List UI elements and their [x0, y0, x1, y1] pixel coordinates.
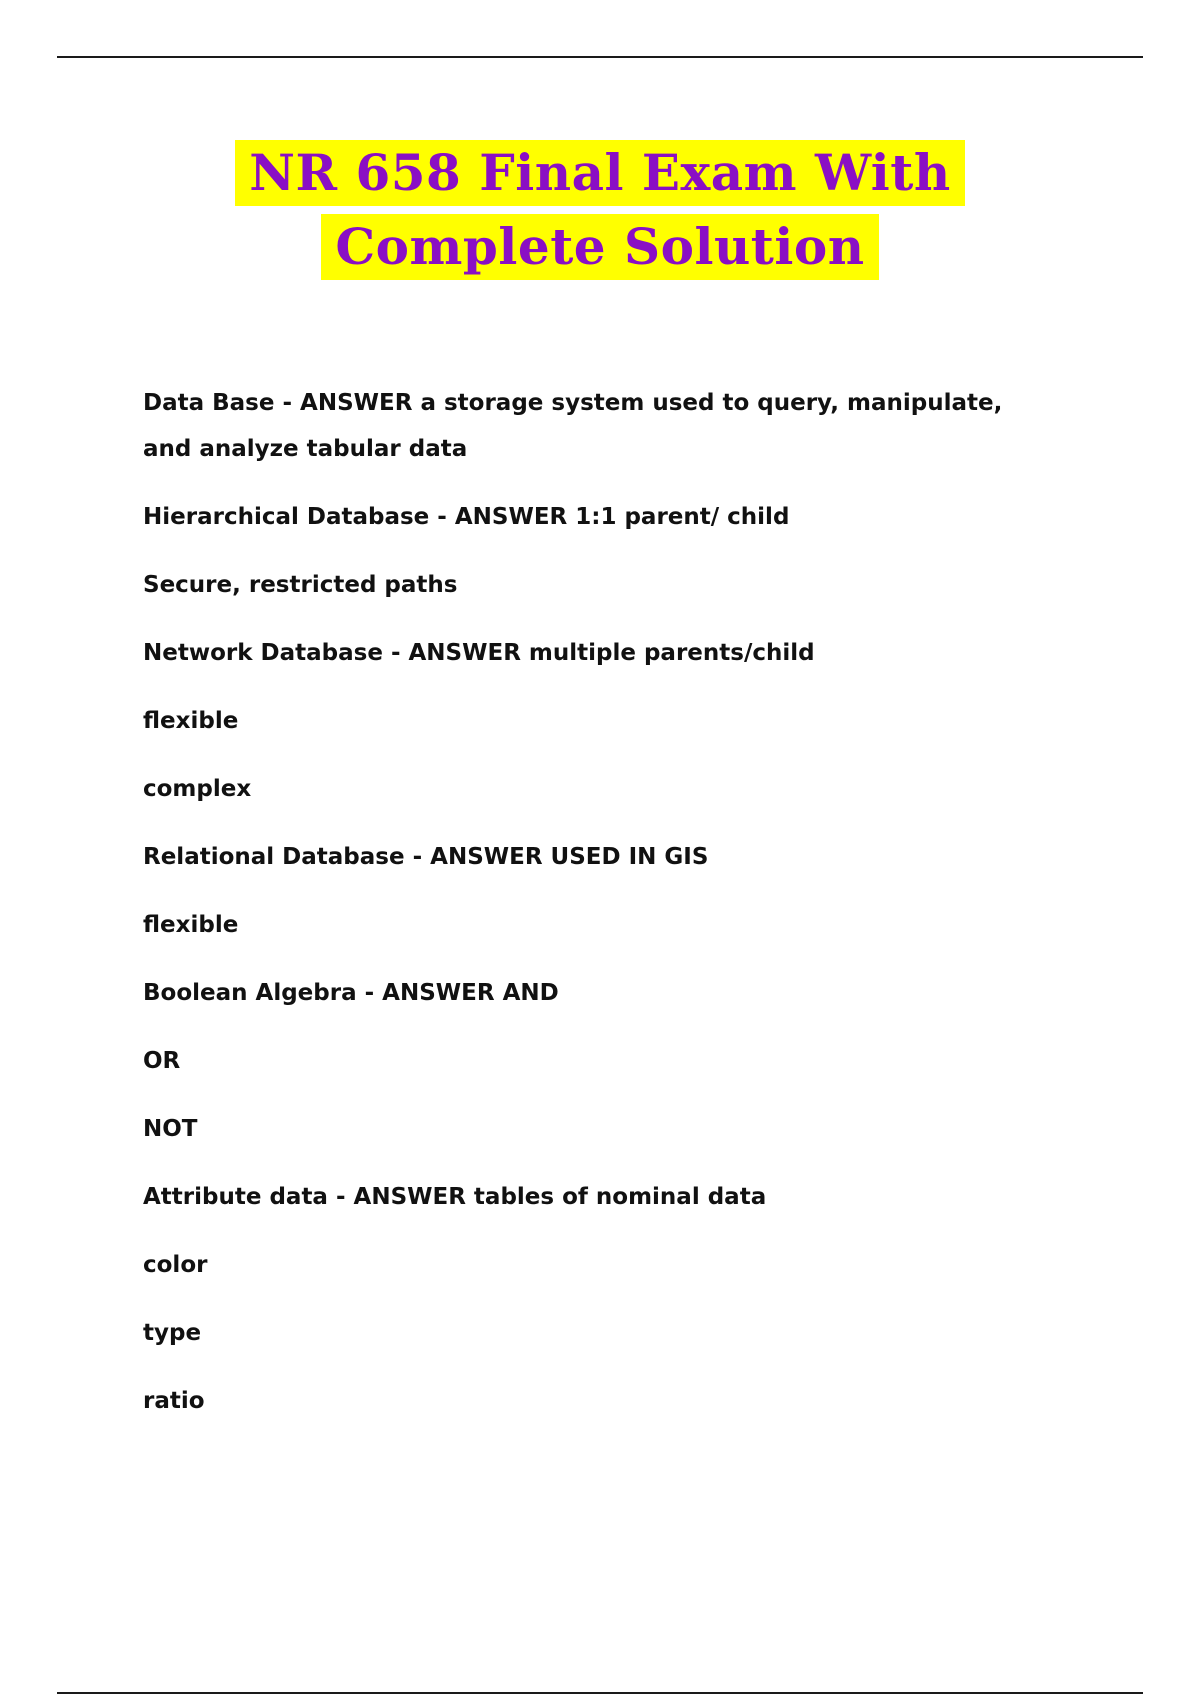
- qa-entry-line: type: [143, 1320, 202, 1346]
- qa-entry-data-base: Data Base - ANSWER a storage system used to query, manipulate, and analyze tabular data: [143, 390, 1003, 462]
- title-line-1: NR 658 Final Exam With: [235, 140, 964, 206]
- document-title: [0, 140, 1200, 288]
- qa-entry-line: NOT: [143, 1116, 198, 1142]
- qa-entry-line: OR: [143, 1048, 181, 1074]
- qa-entry-relational-database: Relational Database - ANSWER USED IN GIS: [143, 844, 709, 870]
- qa-entry-line: color: [143, 1252, 208, 1278]
- title-line-2: Complete Solution: [321, 214, 878, 280]
- qa-entry-line: flexible: [143, 912, 239, 938]
- top-rule: [57, 56, 1143, 58]
- qa-list: [143, 380, 1043, 1446]
- qa-entry-attribute-data: Attribute data - ANSWER tables of nominal data: [143, 1184, 767, 1210]
- bottom-rule: [57, 1692, 1143, 1694]
- qa-entry-line: ratio: [143, 1388, 205, 1414]
- qa-entry-line: flexible: [143, 708, 239, 734]
- qa-entry-line: Secure, restricted paths: [143, 572, 458, 598]
- qa-entry-hierarchical-database: Hierarchical Database - ANSWER 1:1 parent/ child: [143, 504, 790, 530]
- qa-entry-boolean-algebra: Boolean Algebra - ANSWER AND: [143, 980, 559, 1006]
- qa-entry-network-database: Network Database - ANSWER multiple parents/child: [143, 640, 815, 666]
- qa-entry-line: complex: [143, 776, 252, 802]
